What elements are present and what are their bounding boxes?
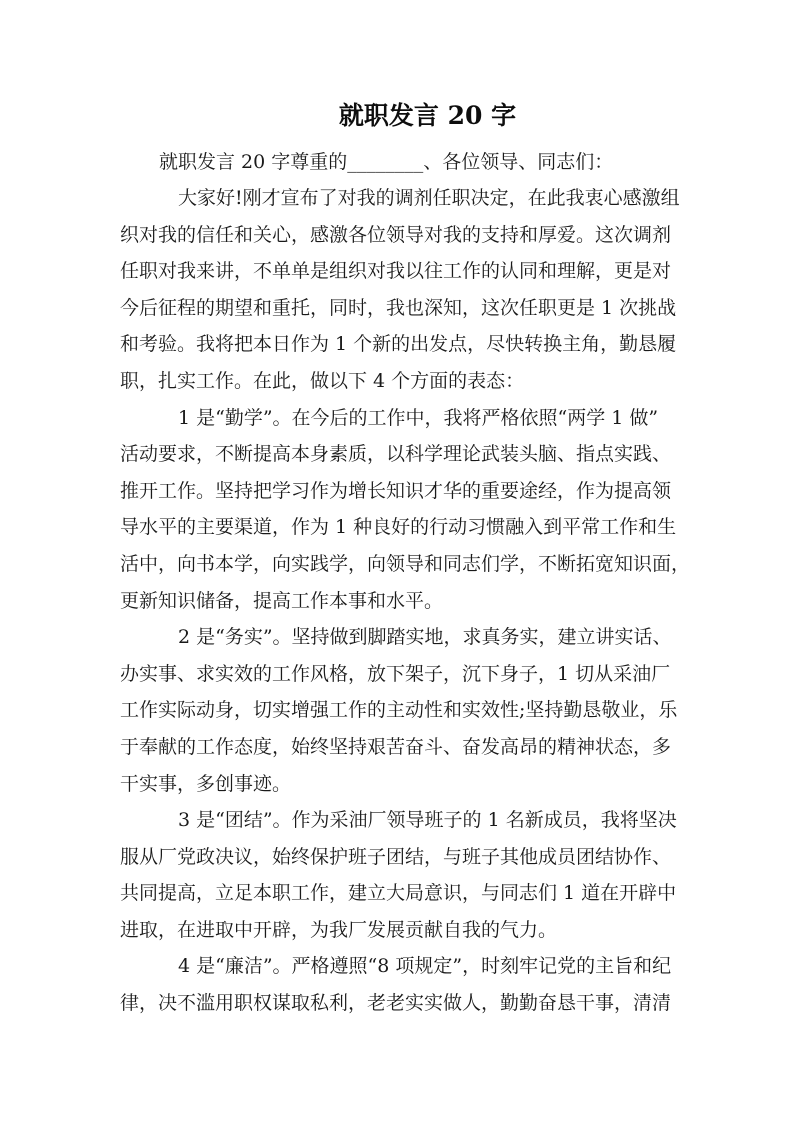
paragraph-line: 职，扎实工作。在此，做以下 4 个方面的表态： — [120, 369, 525, 392]
paragraph-line: 3 是“团结”。作为采油厂领导班子的 1 名新成员，我将坚决 — [178, 809, 677, 832]
paragraph-line: 大家好!刚才宣布了对我的调剂任职决定，在此我衷心感激组 — [178, 187, 680, 209]
paragraph-line: 2 是“务实”。坚持做到脚踏实地，求真务实，建立讲实话、 — [178, 626, 672, 649]
paragraph-line: 于奉献的工作态度，始终坚持艰苦奋斗、奋发高昂的精神状态，多 — [120, 735, 672, 758]
paragraph-line: 今后征程的期望和重托，同时，我也深知，这次任职更是 1 次挑战 — [120, 296, 677, 319]
paragraph-line: 活动要求，不断提高本身素质，以科学理论武装头脑、指点实践、 — [120, 443, 672, 466]
document-title: 就职发言 20 字 — [338, 101, 517, 130]
paragraph-line: 1 是“勤学”。在今后的工作中，我将严格依照“两学 1 做” — [178, 406, 659, 429]
greeting-line: 就职发言 20 字尊重的________、各位领导、同志们： — [159, 151, 614, 173]
paragraph-line: 和考验。我将把本日作为 1 个新的出发点，尽快转换主角，勤恳履 — [120, 333, 677, 356]
document-body — [120, 145, 691, 1022]
paragraph-line: 更新知识储备，提高工作本事和水平。 — [120, 589, 444, 612]
paragraph-point-1-study — [120, 400, 691, 620]
paragraph-point-3-unity — [120, 802, 680, 948]
paragraph-line: 任职对我来讲，不单单是组织对我以往工作的认同和理解，更是对 — [120, 260, 672, 283]
paragraph-line: 共同提高，立足本职工作，建立大局意识，与同志们 1 道在开辟中 — [120, 882, 677, 905]
paragraph-line: 4 是“廉洁”。严格遵照“8 项规定”，时刻牢记党的主旨和纪 — [178, 955, 672, 978]
paragraph-line: 进取，在进取中开辟，为我厂发展贡献自我的气力。 — [120, 918, 558, 941]
paragraph-line: 工作实际动身，切实增强工作的主动性和实效性;坚持勤恳敬业，乐 — [120, 699, 678, 722]
paragraph-line: 办实事、求实效的工作风格，放下架子，沉下身子，1 切从采油厂 — [120, 662, 671, 685]
paragraph-line: 律，决不滥用职权谋取私利，老老实实做人，勤勤奋恳干事，清清 — [120, 992, 672, 1015]
paragraph-line: 服从厂党政决议，始终保护班子团结，与班子其他成员团结协作、 — [120, 845, 672, 868]
paragraph-line: 导水平的主要渠道，作为 1 种良好的行动习惯融入到平常工作和生 — [120, 516, 677, 539]
paragraph-point-4-integrity — [120, 948, 680, 1021]
paragraph-line: 干实事，多创事迹。 — [120, 772, 292, 795]
paragraph-line: 活中，向书本学，向实践学，向领导和同志们学，不断拓宽知识面， — [120, 552, 691, 575]
paragraph-point-2-pragmatic — [120, 619, 680, 802]
paragraph-line: 织对我的信任和关心，感激各位领导对我的支持和厚爱。这次调剂 — [120, 223, 672, 246]
paragraph-line: 推开工作。坚持把学习作为增长知识才华的重要途经，作为提高领 — [120, 479, 672, 502]
paragraph-opening — [120, 180, 680, 400]
